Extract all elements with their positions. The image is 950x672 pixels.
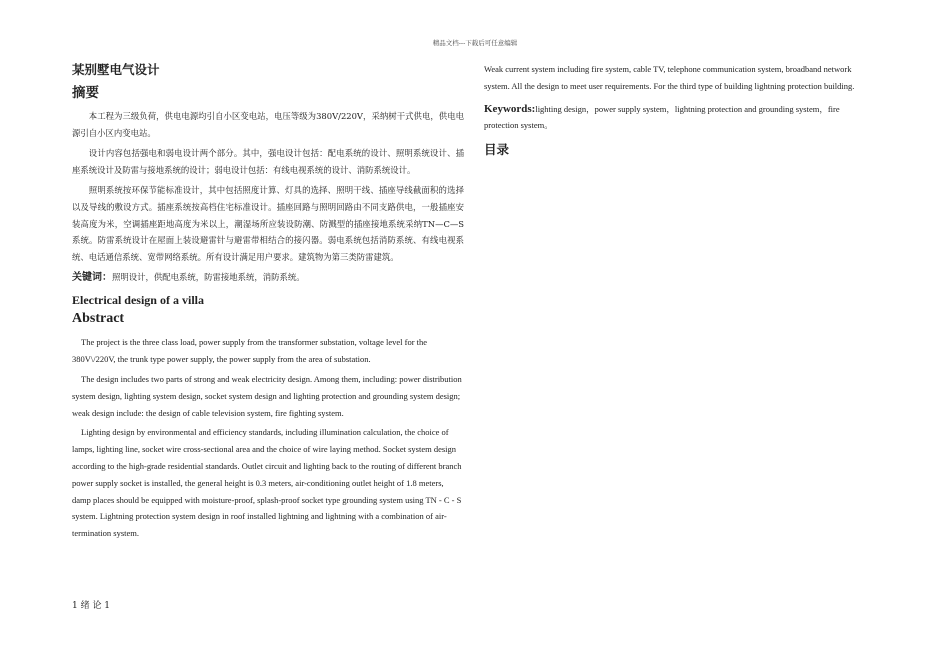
page-header: 精品文档---下载后可任意编辑 bbox=[432, 39, 518, 47]
left-column bbox=[72, 61, 464, 545]
english-keywords-label: Keywords: bbox=[484, 102, 536, 115]
chinese-keywords-label: 关键词： bbox=[72, 272, 112, 284]
chinese-abstract-heading: 摘要 bbox=[72, 85, 99, 101]
chinese-keywords-text: 照明设计，供配电系统，防雷接地系统，消防系统。 bbox=[112, 272, 305, 283]
english-paragraph: Lighting design by environmental and efficiency standards, including illumination calculation, the choice of lamps, lighting line, socket wire cross-sectional area and the choice of wire laying method. Socket system design according to the high-grade residential standards. Outlet circuit and lighting back to the routing of different branch power supply socket is installed, the general height is 0.3 meters, air-conditioning outlet height of 1.8 meters, damp places should be equipped with moisture-proof, splash-proof socket type grounding system using TN - C - S system. Lightning protection system design in roof installed lightning and lightning with a combination of air-termination system. bbox=[72, 427, 462, 539]
chinese-paragraph: 本工程为三级负荷，供电电源均引自小区变电站，电压等级为380V/220V，采纳树干式供电，供电电源引自小区内变电站。 bbox=[72, 111, 464, 138]
english-abstract-heading: Abstract bbox=[72, 311, 125, 327]
toc-heading: 目录 bbox=[484, 142, 510, 158]
english-paragraph: The design includes two parts of strong and weak electricity design. Among them, including: power distribution system design, lighting system design, socket system design and lighting protection and grounding system design; weak design include: the design of cable television system, fire fighting system. bbox=[72, 373, 462, 418]
chinese-paragraph: 照明系统按环保节能标准设计，其中包括照度计算、灯具的选择、照明干线、插座导线截面积的选择以及导线的敷设方式。插座系统按高档住宅标准设计。插座回路与照明回路由不同支路供电，一般插座安装高度为米，空调插座距地高度为米以上，潮湿场所应装设防潮、防溅型的插座接地系统采纳TN—C—S系统。防雷系统设计在屋面上装设避雷针与避雷带相结合的接闪器。弱电系统包括消防系统、有线电视系统、电话通信系统、宽带网络系统。所有设计满足用户要求。建筑物为第三类防雷建筑。 bbox=[72, 185, 464, 262]
english-keywords-text: lighting design，power supply system，lightning protection and grounding system，fire protection system。 bbox=[484, 103, 840, 131]
right-column bbox=[484, 61, 874, 158]
english-paragraph-continued: Weak current system including fire system, cable TV, telephone communication system, broadband network system. All the design to meet user requirements. For the third type of building lightning protection building. bbox=[484, 64, 855, 91]
chinese-keywords bbox=[72, 269, 464, 286]
english-keywords bbox=[484, 101, 874, 135]
english-paragraph: The project is the three class load, power supply from the transformer substation, voltage level for the 380V\/220V, the trunk type power supply, the power supply from the area of substation. bbox=[72, 337, 428, 365]
chinese-title: 某别墅电气设计 bbox=[72, 62, 160, 77]
chinese-paragraph: 设计内容包括强电和弱电设计两个部分。其中，强电设计包括：配电系统的设计、照明系统设计、插座系统设计及防雷与接地系统的设计；弱电设计包括：有线电视系统的设计、消防系统设计。 bbox=[72, 148, 464, 175]
english-title: Electrical design of a villa bbox=[72, 293, 204, 308]
toc-entry: 1 绪 论 1 bbox=[72, 601, 111, 611]
